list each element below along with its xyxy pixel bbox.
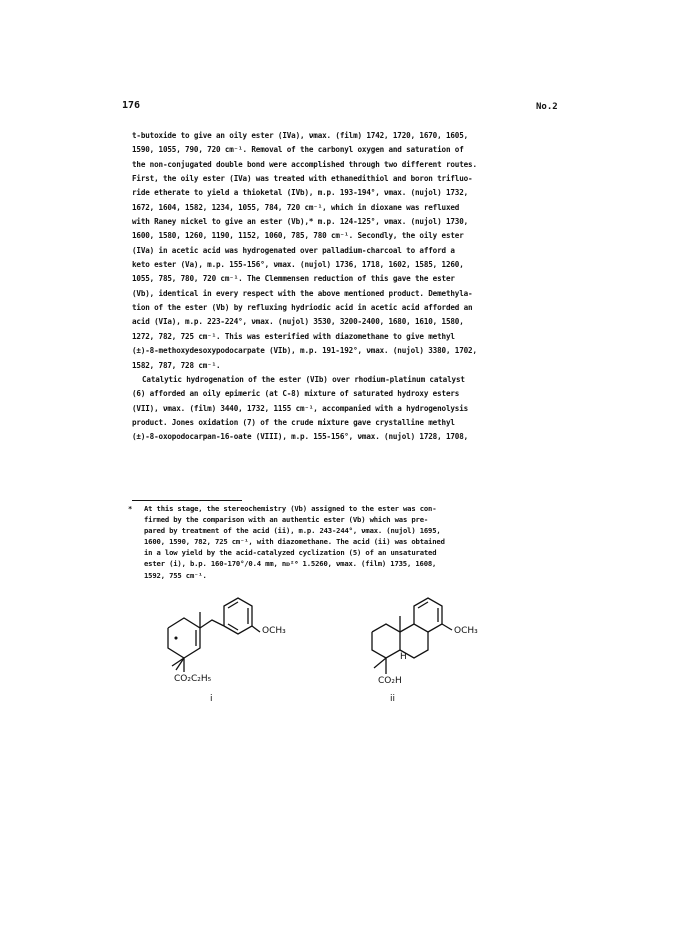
footnote-text: At this stage, the stereochemistry (Vb) assigned to the ester was con- [144, 504, 437, 513]
footnote-divider [132, 500, 242, 501]
body-line: 1590, 1055, 790, 720 cm⁻¹. Removal of the carbonyl oxygen and saturation of [132, 145, 464, 155]
footnote-line: 1600, 1590, 782, 725 cm⁻¹, with diazomethane. The acid (ii) was obtained [144, 537, 445, 547]
body-line: keto ester (Va), m.p. 155-156°, νmax. (nujol) 1736, 1718, 1602, 1585, 1260, [132, 260, 464, 270]
body-line: 1055, 785, 780, 720 cm⁻¹. The Clemmensen reduction of this gave the ester [132, 274, 455, 284]
structure-ii-label: ii [390, 694, 396, 704]
footnote-marker: * [128, 504, 133, 513]
body-line: 1672, 1604, 1582, 1234, 1055, 784, 720 cm⁻¹, which in dioxane was refluxed [132, 202, 460, 212]
body-line: (±)-8-methoxydesoxypodocarpate (VIb), m.p. 191-192°, νmax. (nujol) 3380, 1702, [132, 346, 477, 356]
body-line: Catalytic hydrogenation of the ester (VIb) over rhodium-platinum catalyst [142, 374, 465, 384]
footnote [128, 503, 558, 581]
body-line: acid (VIa), m.p. 223-224°, νmax. (nujol) 3530, 3200-2400, 1680, 1610, 1580, [132, 317, 464, 327]
body-line: 1582, 787, 728 cm⁻¹. [132, 360, 221, 370]
structure-drawings [150, 580, 550, 710]
structure-ii-acid-group: CO₂H [378, 676, 402, 686]
structure-ii-och3: OCH₃ [454, 626, 478, 636]
structure-i-och3: OCH₃ [262, 626, 286, 636]
journal-issue-number: No.2 [536, 102, 558, 112]
body-line: (6) afforded an oily epimeric (at C-8) mixture of saturated hydroxy esters [132, 389, 460, 399]
footnote-line: in a low yield by the acid-catalyzed cyclization (5) of an unsaturated [144, 548, 437, 558]
body-line: (Vb), identical in every respect with the above mentioned product. Demethyla- [132, 288, 473, 298]
body-line: with Raney nickel to give an ester (Vb),* m.p. 124-125°, νmax. (nujol) 1730, [132, 217, 469, 227]
page-number: 176 [122, 100, 141, 111]
body-line: 1600, 1580, 1260, 1190, 1152, 1060, 785, 780 cm⁻¹. Secondly, the oily ester [132, 231, 464, 241]
body-line: the non-conjugated double bond were accomplished through two different routes. [132, 159, 477, 169]
structure-ii-drawing [372, 598, 452, 674]
footnote-line: ester (i), b.p. 160-170°/0.4 mm, nᴅ²⁶ 1.5260, νmax. (film) 1735, 1608, [144, 559, 437, 569]
footnote-line: pared by treatment of the acid (ii), m.p. 243-244°, νmax. (nujol) 1695, [144, 526, 441, 536]
chemical-structures [150, 580, 550, 710]
body-line: First, the oily ester (IVa) was treated with ethanedithiol and boron trifluo- [132, 174, 473, 184]
body-line: product. Jones oxidation (7) of the crude mixture gave crystalline methyl [132, 417, 455, 427]
body-text [132, 129, 554, 445]
structure-i-label: i [210, 694, 213, 704]
body-line: (VII), νmax. (film) 3440, 1732, 1155 cm⁻¹, accompanied with a hydrogenolysis [132, 403, 469, 413]
structure-i-drawing [168, 598, 260, 672]
structure-ii-hydrogen: H [400, 652, 407, 662]
body-line: 1272, 782, 725 cm⁻¹. This was esterified with diazomethane to give methyl [132, 331, 455, 341]
footnote-line [128, 503, 558, 514]
structure-i-ester-group: CO₂C₂H₅ [174, 674, 212, 684]
body-line: ride etherate to yield a thioketal (IVb), m.p. 193-194°, νmax. (nujol) 1732, [132, 188, 469, 198]
footnote-line: firmed by the comparison with an authentic ester (Vb) which was pre- [144, 515, 429, 525]
footnote-line: 1592, 755 cm⁻¹. [144, 570, 207, 580]
body-line: t-butoxide to give an oily ester (IVa), νmax. (film) 1742, 1720, 1670, 1605, [132, 131, 469, 140]
body-line: (IVa) in acetic acid was hydrogenated over palladium-charcoal to afford a [132, 245, 455, 255]
body-line: tion of the ester (Vb) by refluxing hydriodic acid in acetic acid afforded an [132, 303, 473, 313]
body-line: (±)-8-oxopodocarpan-16-oate (VIII), m.p. 155-156°, νmax. (nujol) 1728, 1708, [132, 432, 469, 442]
